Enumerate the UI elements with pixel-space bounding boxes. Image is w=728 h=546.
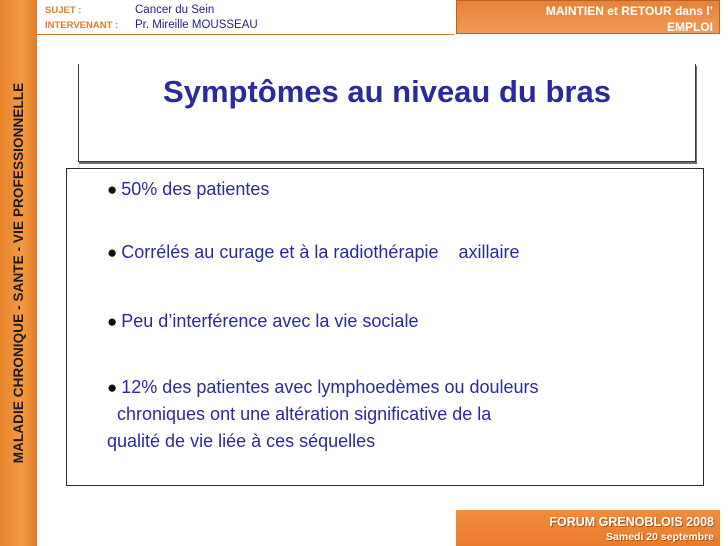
bullet-continuation: chroniques ont une altération significative de la <box>107 404 492 424</box>
slide-title: Symptômes au niveau du bras <box>163 74 611 109</box>
footer-title: FORUM GRENOBLOIS 2008 <box>549 515 714 529</box>
subject-value: Cancer du Sein <box>135 4 215 16</box>
bullet-continuation: qualité de vie liée à ces séquelles <box>107 431 376 451</box>
bullet-item: ● Peu d’interférence avec la vie sociale <box>107 311 419 331</box>
bullet-dot-icon: ● <box>107 180 118 199</box>
vertical-tagline: MALADIE CHRONIQUE - SANTE - VIE PROFESSIONNELLE <box>11 82 26 464</box>
header-info <box>37 0 454 35</box>
bullet-item: ● 50% des patientes <box>107 179 270 199</box>
title-box <box>78 64 696 162</box>
bullet-dot-icon: ● <box>107 243 118 262</box>
footer-date: Samedi 20 septembre <box>606 531 714 543</box>
footer-banner <box>456 510 720 546</box>
header-banner <box>456 0 720 34</box>
banner-line-2: EMPLOI <box>666 20 713 34</box>
banner-text <box>463 3 713 35</box>
speaker-value: Pr. Mireille MOUSSEAU <box>135 19 258 31</box>
speaker-label: INTERVENANT : <box>45 20 119 31</box>
bullet-dot-icon: ● <box>107 378 118 397</box>
subject-label: SUJET : <box>45 5 82 16</box>
bullet-item: ● Corrélés au curage et à la radiothérapie axillaire <box>107 242 520 262</box>
side-band <box>0 0 37 546</box>
bullet-item: ● 12% des patientes avec lymphoedèmes ou douleurs <box>107 377 539 397</box>
bullet-dot-icon: ● <box>107 312 118 331</box>
banner-line-1: MAINTIEN et RETOUR dans l’ <box>545 4 713 18</box>
